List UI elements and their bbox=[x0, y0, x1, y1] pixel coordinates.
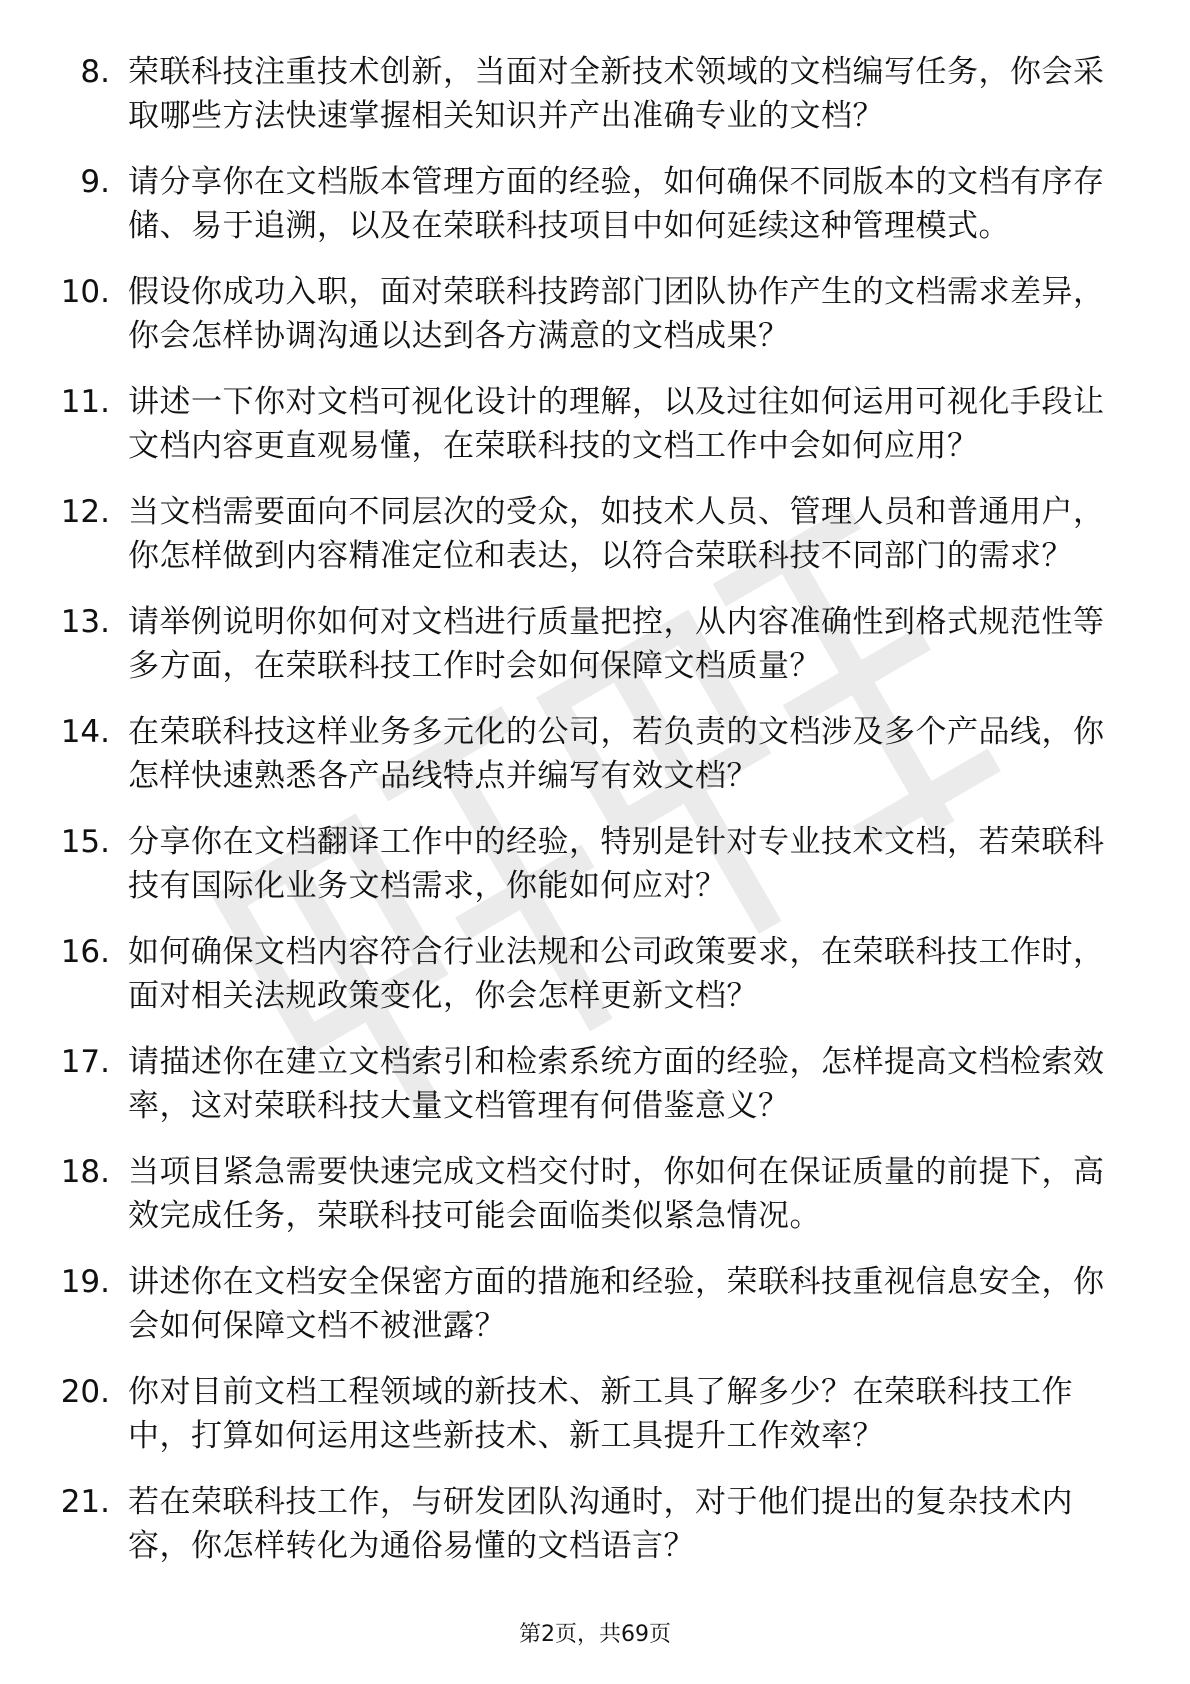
question-item bbox=[0, 710, 1190, 798]
question-item bbox=[0, 1040, 1190, 1128]
question-text: 当项目紧急需要快速完成文档交付时，你如何在保证质量的前提下，高效完成任务，荣联科技可能会面临类似紧急情况。 bbox=[128, 1154, 1105, 1234]
question-item bbox=[0, 490, 1190, 578]
question-item bbox=[0, 380, 1190, 468]
page-footer: 第2页，共69页 bbox=[519, 1622, 671, 1647]
question-item bbox=[0, 600, 1190, 688]
question-number: 12. bbox=[60, 494, 110, 530]
question-number: 13. bbox=[60, 604, 110, 640]
question-text: 如何确保文档内容符合行业法规和公司政策要求，在荣联科技工作时，面对相关法规政策变化，你会怎样更新文档？ bbox=[128, 934, 1105, 1014]
question-text: 讲述一下你对文档可视化设计的理解，以及过往如何运用可视化手段让文档内容更直观易懂，在荣联科技的文档工作中会如何应用？ bbox=[128, 384, 1105, 464]
question-text: 请描述你在建立文档索引和检索系统方面的经验，怎样提高文档检索效率，这对荣联科技大量文档管理有何借鉴意义？ bbox=[128, 1044, 1105, 1124]
question-number: 15. bbox=[60, 824, 110, 860]
question-item bbox=[0, 270, 1190, 358]
question-number: 21. bbox=[60, 1484, 110, 1520]
question-item bbox=[0, 820, 1190, 908]
question-text: 分享你在文档翻译工作中的经验，特别是针对专业技术文档，若荣联科技有国际化业务文档需求，你能如何应对？ bbox=[128, 824, 1105, 904]
question-item bbox=[0, 1260, 1190, 1348]
question-number: 16. bbox=[60, 934, 110, 970]
question-list bbox=[0, 50, 1190, 1590]
question-number: 10. bbox=[60, 274, 110, 310]
question-text: 讲述你在文档安全保密方面的措施和经验，荣联科技重视信息安全，你会如何保障文档不被泄露？ bbox=[128, 1264, 1105, 1344]
question-number: 19. bbox=[60, 1264, 110, 1300]
question-text: 在荣联科技这样业务多元化的公司，若负责的文档涉及多个产品线，你怎样快速熟悉各产品线特点并编写有效文档？ bbox=[128, 714, 1105, 794]
question-text: 当文档需要面向不同层次的受众，如技术人员、管理人员和普通用户，你怎样做到内容精准定位和表达，以符合荣联科技不同部门的需求？ bbox=[128, 494, 1105, 574]
question-item bbox=[0, 1480, 1190, 1568]
question-text: 假设你成功入职，面对荣联科技跨部门团队协作产生的文档需求差异，你会怎样协调沟通以达到各方满意的文档成果？ bbox=[128, 274, 1105, 354]
question-number: 8. bbox=[80, 54, 110, 90]
question-item bbox=[0, 1370, 1190, 1458]
question-text: 若在荣联科技工作，与研发团队沟通时，对于他们提出的复杂技术内容，你怎样转化为通俗易懂的文档语言？ bbox=[128, 1484, 1073, 1564]
question-number: 20. bbox=[60, 1374, 110, 1410]
question-item bbox=[0, 50, 1190, 138]
question-text: 请分享你在文档版本管理方面的经验，如何确保不同版本的文档有序存储、易于追溯，以及在荣联科技项目中如何延续这种管理模式。 bbox=[128, 164, 1105, 244]
question-text: 请举例说明你如何对文档进行质量把控，从内容准确性到格式规范性等多方面，在荣联科技工作时会如何保障文档质量？ bbox=[128, 604, 1105, 684]
question-number: 18. bbox=[60, 1154, 110, 1190]
question-number: 17. bbox=[60, 1044, 110, 1080]
question-text: 荣联科技注重技术创新，当面对全新技术领域的文档编写任务，你会采取哪些方法快速掌握相关知识并产出准确专业的文档？ bbox=[128, 54, 1105, 134]
question-number: 9. bbox=[80, 164, 110, 200]
question-text: 你对目前文档工程领域的新技术、新工具了解多少？在荣联科技工作中，打算如何运用这些新技术、新工具提升工作效率？ bbox=[128, 1374, 1073, 1454]
question-item bbox=[0, 930, 1190, 1018]
question-item bbox=[0, 1150, 1190, 1238]
question-number: 11. bbox=[60, 384, 110, 420]
question-item bbox=[0, 160, 1190, 248]
question-number: 14. bbox=[60, 714, 110, 750]
